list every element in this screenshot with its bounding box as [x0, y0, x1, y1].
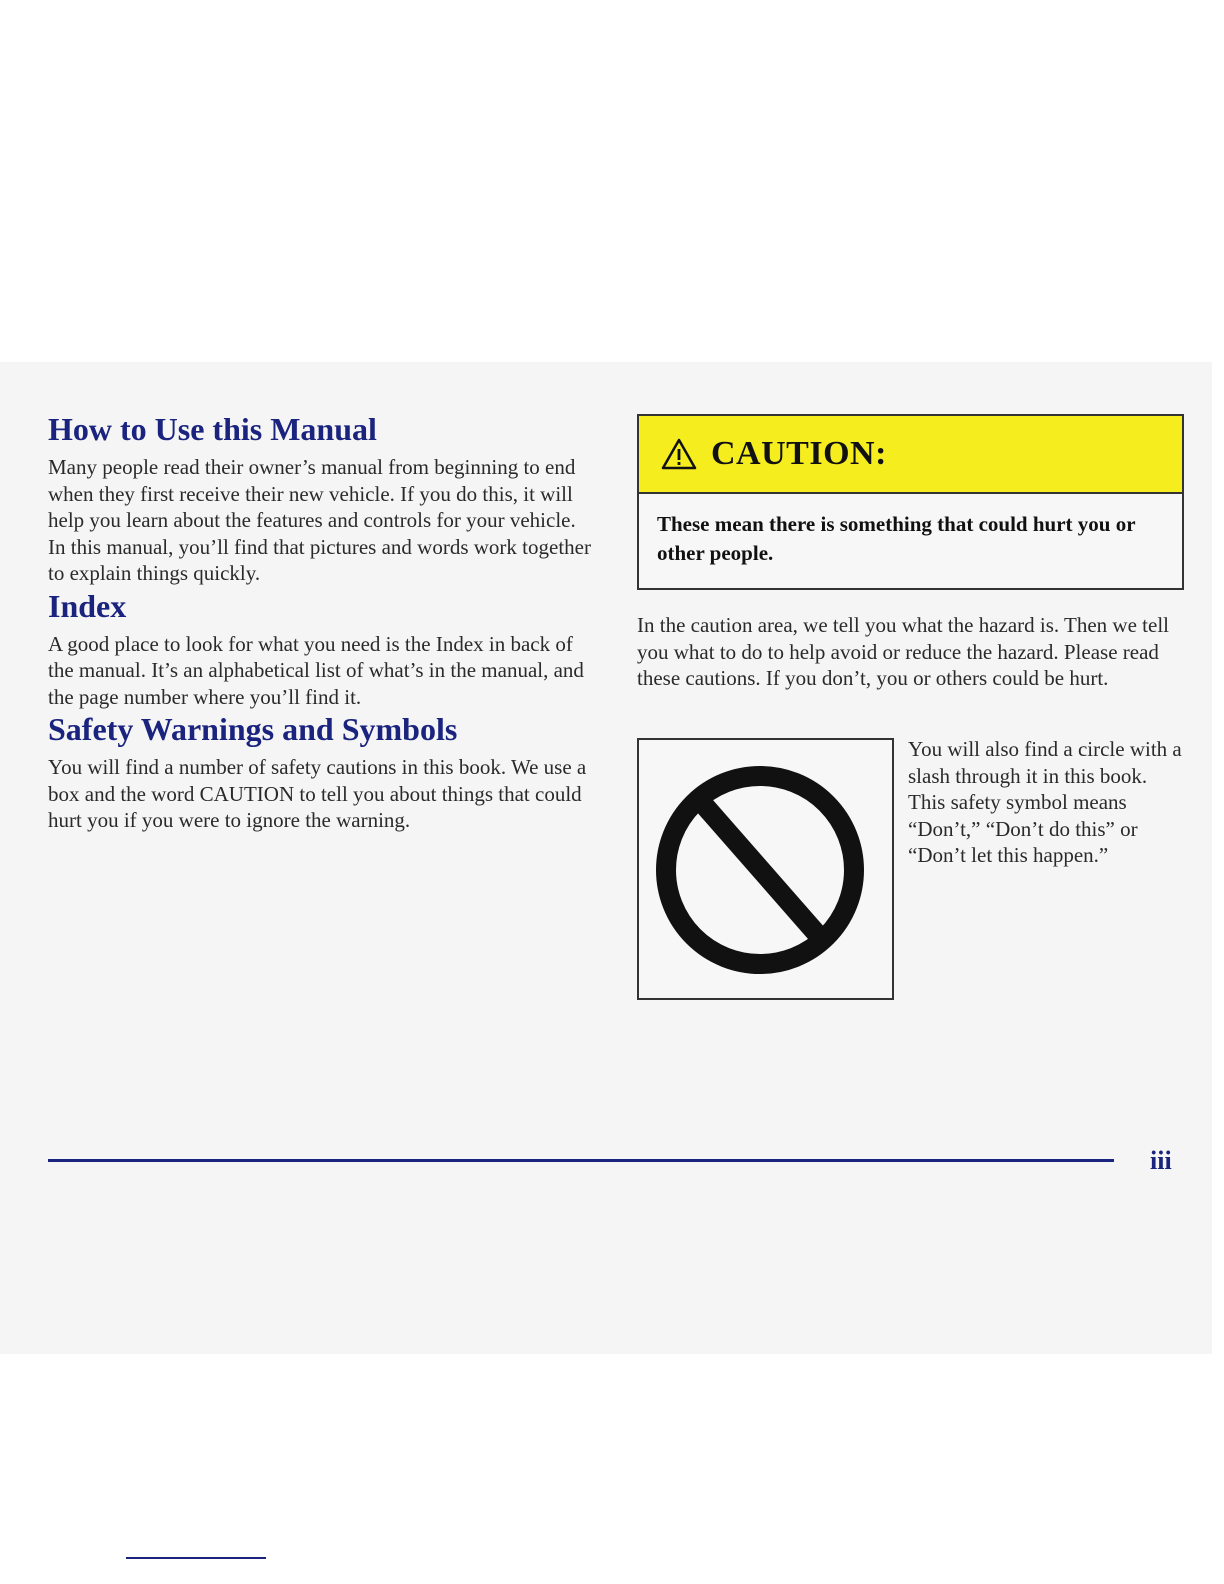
footer-rule — [48, 1159, 1114, 1162]
symbol-box — [637, 738, 894, 1000]
warning-triangle-icon — [661, 438, 697, 470]
section-body-safety: You will find a number of safety cautions in this book. We use a box and the word CAUTION to tell you about things that could hurt you if you were to ignore the warning. — [48, 755, 587, 832]
caution-header — [639, 416, 1182, 494]
caution-box — [637, 414, 1184, 590]
caution-body: These mean there is something that could hurt you or other people. — [657, 512, 1136, 565]
symbol-description: You will also find a circle with a slash through it in this book. This safety symbol means “Don’t,” “Don’t do this” or “Don’t let this happen.” — [908, 737, 1182, 867]
caution-title: CAUTION: — [711, 435, 887, 472]
section-body-index: A good place to look for what you need is the Index in back of the manual. It’s an alphabetical list of what’s in the manual, and the page number where you’ll find it. — [48, 631, 584, 709]
section-title-safety: Safety Warnings and Symbols — [48, 711, 458, 747]
section-title-index: Index — [48, 587, 127, 624]
prohibition-icon — [639, 740, 892, 998]
section-title-how-to-use: How to Use this Manual — [48, 411, 377, 447]
page-number: iii — [1150, 1146, 1172, 1175]
caution-explanation: In the caution area, we tell you what the hazard is. Then we tell you what to do to help avoid or reduce the hazard. Please read these cautions. If you don’t, you or others could be hurt. — [637, 613, 1169, 690]
section-body-how-to-use: Many people read their owner’s manual from beginning to end when they first receive their new vehicle. If you do this, it will help you learn about the features and controls for your vehicle. In this manual, you’ll find that pictures and words work together to explain things quickly. — [48, 455, 591, 585]
left-column — [48, 410, 593, 834]
bottom-rule — [126, 1557, 266, 1559]
